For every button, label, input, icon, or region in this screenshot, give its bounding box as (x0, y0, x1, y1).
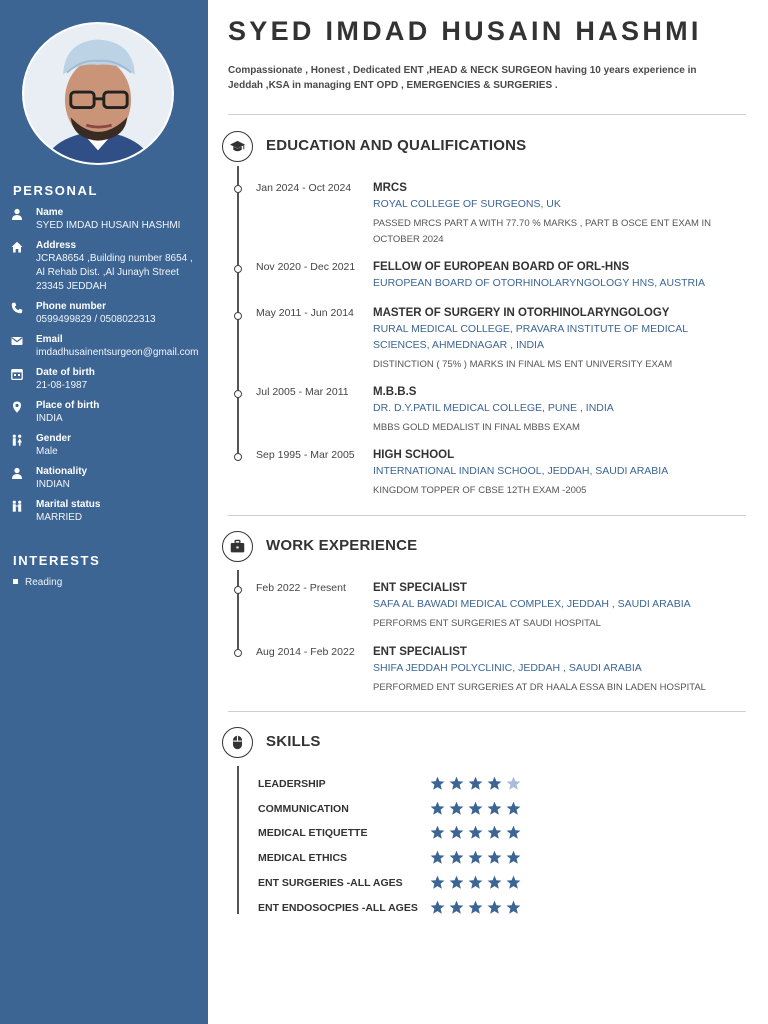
personal-dob (0, 366, 208, 393)
entry-title: ENT SPECIALIST (373, 646, 467, 658)
personal-name (0, 206, 208, 233)
bullet-icon (13, 579, 18, 584)
profile-photo-illustration (24, 24, 172, 163)
personal-value: SYED IMDAD HUSAIN HASHMI (36, 220, 181, 231)
email-icon (11, 335, 23, 347)
skill-name: COMMUNICATION (258, 802, 349, 815)
entry-organization: DR. D.Y.PATIL MEDICAL COLLEGE, PUNE , INDIA (373, 402, 614, 414)
personal-value: MARRIED (36, 512, 83, 523)
entry-title: FELLOW OF EUROPEAN BOARD OF ORL-HNS (373, 261, 630, 273)
skill-name: MEDICAL ETIQUETTE (258, 827, 368, 840)
entry-date: Jan 2024 - Oct 2024 (256, 182, 352, 194)
entry-date: Sep 1995 - Mar 2005 (256, 449, 355, 461)
skill-row (258, 900, 558, 916)
graduation-cap-icon (222, 131, 253, 162)
skill-rating (430, 776, 525, 796)
skill-row (258, 875, 558, 891)
person-icon (11, 467, 23, 479)
timeline-dot (234, 586, 242, 594)
star-filled-icon (487, 875, 502, 890)
gender-icon (11, 434, 23, 446)
personal-marital-status (0, 498, 208, 525)
entry-title: MASTER OF SURGERY IN OTORHINOLARYNGOLOGY (373, 307, 670, 319)
skill-row (258, 776, 558, 792)
star-filled-icon (430, 825, 445, 840)
entry-organization: ROYAL COLLEGE OF SURGEONS, UK (373, 198, 561, 210)
star-filled-icon (430, 900, 445, 915)
star-filled-icon (468, 776, 483, 791)
star-filled-icon (487, 900, 502, 915)
entry-description: MBBS GOLD MEDALIST IN FINAL MBBS EXAM (373, 422, 580, 433)
star-filled-icon (449, 825, 464, 840)
person-icon (11, 208, 23, 220)
entry-organization: SHIFA JEDDAH POLYCLINIC, JEDDAH , SAUDI ARABIA (373, 662, 642, 674)
candidate-name: SYED IMDAD HUSAIN HASHMI (228, 16, 702, 46)
entry-description: PERFORMS ENT SURGERIES AT SAUDI HOSPITAL (373, 618, 601, 629)
personal-label: Place of birth (36, 400, 100, 411)
skill-name: MEDICAL ETHICS (258, 852, 348, 865)
skill-row (258, 801, 558, 817)
timeline-dot (234, 312, 242, 320)
candidate-summary: Compassionate , Honest , Dedicated ENT ,HEAD & NECK SURGEON having 10 years experience in Jeddah ,KSA in managing ENT OPD , EMERGENCIES & SURGERIES . (228, 65, 697, 91)
skills-section-title: SKILLS (266, 733, 321, 750)
star-filled-icon (468, 875, 483, 890)
star-filled-icon (487, 801, 502, 816)
personal-heading: PERSONAL (13, 183, 99, 198)
personal-value: INDIA (36, 413, 63, 424)
entry-description: PASSED MRCS PART A WITH 77.70 % MARKS , PART B OSCE ENT EXAM IN OCTOBER 2024 (373, 218, 712, 245)
star-filled-icon (449, 850, 464, 865)
calendar-icon (11, 368, 23, 380)
personal-value: 21-08-1987 (36, 380, 88, 391)
skill-rating (430, 875, 525, 895)
entry-description: DISTINCTION ( 75% ) MARKS IN FINAL MS ENT UNIVERSITY EXAM (373, 359, 673, 370)
personal-phone (0, 300, 208, 327)
entry-date: Nov 2020 - Dec 2021 (256, 261, 356, 273)
star-filled-icon (449, 776, 464, 791)
personal-value: INDIAN (36, 479, 70, 490)
personal-label: Marital status (36, 499, 101, 510)
main-content (208, 0, 768, 1024)
star-filled-icon (430, 875, 445, 890)
skill-rating (430, 850, 525, 870)
interest-label: Reading (25, 577, 63, 588)
skill-rating (430, 900, 525, 920)
star-filled-icon (506, 875, 521, 890)
star-filled-icon (430, 801, 445, 816)
personal-info-list (0, 206, 208, 531)
personal-label: Email (36, 334, 63, 345)
star-filled-icon (449, 801, 464, 816)
entry-title: M.B.B.S (373, 386, 417, 398)
star-filled-icon (468, 900, 483, 915)
interest-item (13, 577, 62, 588)
personal-address (0, 239, 208, 294)
timeline-dot (234, 185, 242, 193)
entry-date: May 2011 - Jun 2014 (256, 307, 354, 319)
personal-label: Address (36, 240, 77, 251)
star-empty-icon (506, 776, 521, 791)
divider (228, 114, 746, 115)
personal-gender (0, 432, 208, 459)
skill-row (258, 825, 558, 841)
mouse-icon (222, 727, 253, 758)
profile-photo (22, 22, 174, 165)
skill-name: LEADERSHIP (258, 778, 326, 790)
personal-value: Male (36, 446, 58, 457)
work-timeline (237, 570, 239, 656)
entry-date: Aug 2014 - Feb 2022 (256, 646, 355, 658)
divider (228, 515, 746, 516)
star-filled-icon (430, 776, 445, 791)
skills-timeline (237, 766, 239, 914)
skill-row (258, 850, 558, 866)
star-filled-icon (468, 850, 483, 865)
personal-email (0, 333, 208, 360)
star-filled-icon (506, 825, 521, 840)
sidebar (0, 0, 208, 1024)
work-section-title: WORK EXPERIENCE (266, 537, 418, 554)
divider (228, 711, 746, 712)
entry-date: Feb 2022 - Present (256, 582, 346, 594)
skill-rating (430, 825, 525, 845)
star-filled-icon (506, 900, 521, 915)
star-filled-icon (487, 776, 502, 791)
home-icon (11, 241, 23, 253)
star-filled-icon (449, 900, 464, 915)
education-section-title: EDUCATION AND QUALIFICATIONS (266, 137, 527, 154)
entry-organization: RURAL MEDICAL COLLEGE, PRAVARA INSTITUTE OF MEDICAL SCIENCES, AHMEDNAGAR , INDIA (373, 323, 688, 351)
star-filled-icon (487, 825, 502, 840)
star-filled-icon (506, 801, 521, 816)
location-icon (11, 401, 23, 413)
star-filled-icon (468, 825, 483, 840)
personal-label: Date of birth (36, 367, 95, 378)
entry-organization: SAFA AL BAWADI MEDICAL COMPLEX, JEDDAH , SAUDI ARABIA (373, 598, 691, 610)
timeline-dot (234, 649, 242, 657)
personal-value: imdadhusainentsurgeon@gmail.com (36, 347, 199, 358)
entry-title: HIGH SCHOOL (373, 449, 455, 461)
entry-organization: EUROPEAN BOARD OF OTORHINOLARYNGOLOGY HNS, AUSTRIA (373, 277, 705, 289)
interests-heading: INTERESTS (13, 553, 101, 568)
personal-label: Nationality (36, 466, 88, 477)
personal-nationality (0, 465, 208, 492)
entry-description: PERFORMED ENT SURGERIES AT DR HAALA ESSA BIN LADEN HOSPITAL (373, 682, 706, 693)
phone-icon (11, 302, 23, 314)
personal-value: 0599499829 / 0508022313 (36, 314, 156, 325)
briefcase-icon (222, 531, 253, 562)
timeline-dot (234, 265, 242, 273)
star-filled-icon (430, 850, 445, 865)
personal-label: Phone number (36, 301, 107, 312)
personal-label: Gender (36, 433, 72, 444)
star-filled-icon (506, 850, 521, 865)
star-filled-icon (468, 801, 483, 816)
star-filled-icon (487, 850, 502, 865)
entry-organization: INTERNATIONAL INDIAN SCHOOL, JEDDAH, SAUDI ARABIA (373, 465, 669, 477)
skill-rating (430, 801, 525, 821)
timeline-dot (234, 390, 242, 398)
skill-name: ENT ENDOSOCPIES -ALL AGES (258, 901, 418, 914)
timeline-dot (234, 453, 242, 461)
entry-date: Jul 2005 - Mar 2011 (256, 386, 349, 398)
star-filled-icon (449, 875, 464, 890)
entry-title: ENT SPECIALIST (373, 582, 467, 594)
skill-name: ENT SURGERIES -ALL AGES (258, 876, 403, 889)
personal-pob (0, 399, 208, 426)
entry-title: MRCS (373, 182, 407, 194)
personal-label: Name (36, 207, 64, 218)
personal-value: JCRA8654 ,Building number 8654 , Al Rehab Dist. ,Al Junayh Street 23345 JEDDAH (36, 253, 193, 292)
entry-description: KINGDOM TOPPER OF CBSE 12TH EXAM -2005 (373, 485, 587, 496)
couple-icon (11, 500, 23, 512)
